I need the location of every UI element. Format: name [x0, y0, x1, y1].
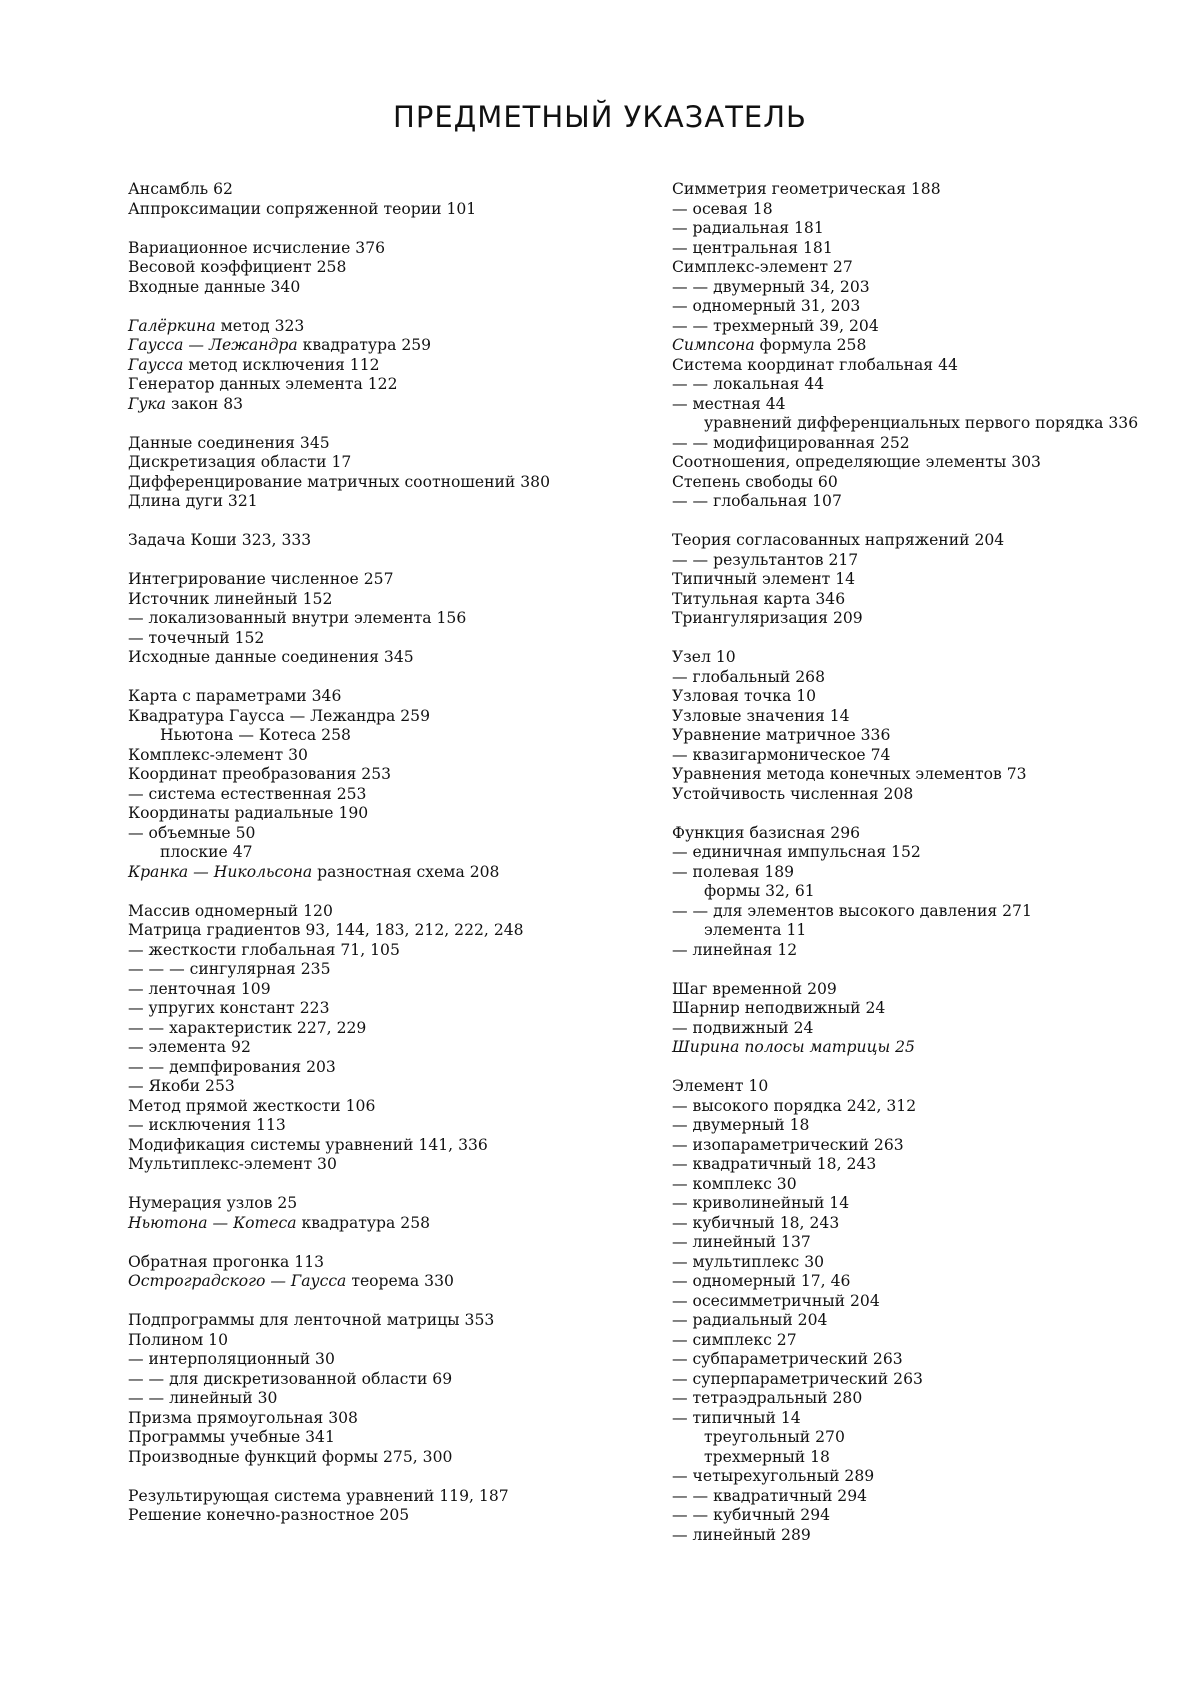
index-entry — [672, 824, 1142, 844]
index-entry-text: — — результантов 217 — [672, 550, 859, 569]
index-entry-text: — кубичный 18, 243 — [672, 1213, 840, 1232]
index-entry-text: Триангуляризация 209 — [672, 609, 863, 627]
index-entry-text: Производные функций формы 275, 300 — [128, 1447, 453, 1466]
index-entry-text: Узловая точка 10 — [672, 687, 817, 705]
index-entry — [128, 1136, 598, 1156]
index-entry-text: — жесткости глобальная 71, 105 — [128, 940, 400, 959]
index-entry — [128, 239, 598, 259]
index-entry-text: Симметрия геометрическая 188 — [672, 180, 941, 198]
index-entry-text: квадратура 259 — [297, 336, 432, 354]
index-entry-text: — исключения 113 — [128, 1116, 286, 1134]
index-entry-text: — Якоби 253 — [128, 1077, 235, 1095]
index-entry-text: — радиальная 181 — [672, 219, 824, 237]
index-entry-text: Интегрирование численное 257 — [128, 570, 394, 588]
index-entry-text: — квазигармоническое 74 — [672, 745, 891, 764]
index-entry-text: Вариационное исчисление 376 — [128, 238, 386, 257]
index-entry — [128, 473, 598, 493]
index-entry — [672, 375, 1142, 395]
index-entry-text: Карта с параметрами 346 — [128, 687, 342, 705]
index-entry — [672, 726, 1142, 746]
index-entry — [128, 1506, 598, 1526]
index-entry-text: Дифференцирование матричных соотношений 380 — [128, 472, 550, 491]
index-entry-text: — криволинейный 14 — [672, 1194, 850, 1212]
index-entry-text: — — линейный 30 — [128, 1389, 278, 1407]
entry-gap — [128, 297, 598, 317]
index-entry-italic-name: Гаусса — [128, 355, 184, 374]
index-entry-text: — изопараметрический 263 — [672, 1135, 904, 1154]
index-entry-text: — одномерный 17, 46 — [672, 1272, 851, 1290]
index-entry — [672, 785, 1142, 805]
index-entry-text: Решение конечно-разностное 205 — [128, 1506, 410, 1524]
index-entry — [672, 1350, 1142, 1370]
index-entry-text: — — кубичный 294 — [672, 1506, 831, 1524]
index-entry-text: метод исключения 112 — [183, 355, 380, 374]
index-entry — [672, 921, 1142, 941]
index-entry — [128, 1448, 598, 1468]
index-entry — [672, 1019, 1142, 1039]
index-entry — [672, 1253, 1142, 1273]
index-entry — [672, 1097, 1142, 1117]
index-entry-text: формула 258 — [754, 336, 867, 354]
index-entry-text: — объемные 50 — [128, 823, 256, 842]
index-entry-text: Полином 10 — [128, 1330, 228, 1349]
index-entry-text: — — трехмерный 39, 204 — [672, 316, 879, 335]
index-entry-text: Подпрограммы для ленточной матрицы 353 — [128, 1311, 495, 1329]
index-entry-text: разностная схема 208 — [312, 862, 500, 881]
index-entry-text: Входные данные 340 — [128, 277, 301, 296]
index-entry-text: Узловые значения 14 — [672, 706, 850, 725]
index-entry — [128, 1058, 598, 1078]
index-entry — [128, 1097, 598, 1117]
index-entry — [128, 317, 598, 337]
index-entry-text: — — для дискретизованной области 69 — [128, 1369, 453, 1388]
index-entry-text: Модификация системы уравнений 141, 336 — [128, 1135, 488, 1154]
index-entry-text: — — модифицированная 252 — [672, 433, 910, 452]
index-entry — [672, 434, 1142, 454]
index-entry — [128, 1155, 598, 1175]
index-entry-text: Квадратура Гаусса — Лежандра 259 — [128, 706, 431, 725]
index-entry-text: Устойчивость численная 208 — [672, 784, 914, 803]
index-entry — [128, 843, 598, 863]
index-entry-text: — глобальный 268 — [672, 667, 826, 686]
index-entry — [672, 590, 1142, 610]
index-entry — [672, 258, 1142, 278]
index-entry-text: — элемента 92 — [128, 1038, 251, 1056]
index-entry — [128, 824, 598, 844]
index-entry-text: — одномерный 31, 203 — [672, 297, 861, 315]
index-entry-italic-name: Ньютона — Котеса — [128, 1213, 297, 1232]
index-entry — [128, 336, 598, 356]
index-entry-text: Источник линейный 152 — [128, 589, 333, 608]
index-entry — [672, 453, 1142, 473]
index-entry-text: Симплекс-элемент 27 — [672, 258, 853, 276]
index-entry — [128, 180, 598, 200]
index-entry-text: Длина дуги 321 — [128, 492, 258, 510]
index-entry — [128, 453, 598, 473]
index-entry — [672, 1487, 1142, 1507]
index-entry-text: — квадратичный 18, 243 — [672, 1155, 877, 1173]
index-entry — [672, 1292, 1142, 1312]
index-entry-text: — — двумерный 34, 203 — [672, 277, 870, 296]
index-entry-text: элемента 11 — [704, 921, 807, 939]
index-entry — [128, 1350, 598, 1370]
index-entry — [128, 1409, 598, 1429]
entry-gap — [672, 804, 1142, 824]
index-entry — [672, 707, 1142, 727]
index-entry — [128, 200, 598, 220]
index-entry-text: Исходные данные соединения 345 — [128, 648, 414, 666]
index-entry — [672, 1389, 1142, 1409]
index-entry-text: Призма прямоугольная 308 — [128, 1408, 358, 1427]
index-entry — [128, 590, 598, 610]
index-entry — [128, 980, 598, 1000]
entry-gap — [128, 1233, 598, 1253]
index-entry — [672, 278, 1142, 298]
index-entry-italic-name: Остроградского — Гаусса — [128, 1272, 347, 1290]
index-entry — [672, 1136, 1142, 1156]
index-entry-text: треугольный 270 — [704, 1428, 845, 1446]
index-column-right — [672, 180, 1142, 1545]
index-entry — [128, 765, 598, 785]
index-entry-text: Массив одномерный 120 — [128, 901, 333, 920]
index-entry — [672, 1506, 1142, 1526]
index-entry — [672, 941, 1142, 961]
index-entry — [128, 1038, 598, 1058]
index-entry — [672, 902, 1142, 922]
index-entry — [672, 317, 1142, 337]
index-entry-italic-name: Гука — [128, 394, 166, 413]
index-entry — [128, 863, 598, 883]
index-entry — [672, 765, 1142, 785]
index-entry-text: — — характеристик 227, 229 — [128, 1018, 367, 1037]
index-entry — [672, 843, 1142, 863]
index-entry — [128, 531, 598, 551]
index-entry-text: Шарнир неподвижный 24 — [672, 999, 886, 1017]
index-entry — [128, 648, 598, 668]
index-entry — [672, 1233, 1142, 1253]
index-entry — [672, 473, 1142, 493]
index-entry-text: Программы учебные 341 — [128, 1428, 335, 1446]
index-entry — [672, 648, 1142, 668]
index-entry-text: Функция базисная 296 — [672, 823, 861, 842]
index-entry-text: — подвижный 24 — [672, 1018, 814, 1037]
index-entry-text: Нумерация узлов 25 — [128, 1194, 298, 1212]
index-entry-text: Мультиплекс-элемент 30 — [128, 1155, 337, 1173]
index-entry-text: метод 323 — [215, 316, 305, 335]
index-entry — [672, 1370, 1142, 1390]
entry-gap — [128, 512, 598, 532]
index-entry — [128, 375, 598, 395]
index-entry-text: — — квадратичный 294 — [672, 1486, 868, 1505]
index-entry — [672, 239, 1142, 259]
index-entry — [128, 1389, 598, 1409]
index-entry-italic-name: Симпсона — [672, 336, 755, 354]
index-entry — [672, 609, 1142, 629]
entry-gap — [128, 414, 598, 434]
index-entry-text: — симплекс 27 — [672, 1330, 797, 1349]
index-entry-text: Степень свободы 60 — [672, 472, 838, 491]
index-entry — [672, 1409, 1142, 1429]
index-entry-text: Координаты радиальные 190 — [128, 804, 369, 822]
index-entry — [672, 492, 1142, 512]
index-entry-text: — — для элементов высокого давления 271 — [672, 901, 1032, 920]
index-entry — [672, 395, 1142, 415]
index-entry — [128, 1116, 598, 1136]
index-entry-text: Задача Коши 323, 333 — [128, 531, 312, 549]
index-entry-italic-name: Ширина полосы матрицы 25 — [672, 1038, 915, 1056]
index-entry — [128, 395, 598, 415]
index-entry-text: Аппроксимации сопряженной теории 101 — [128, 199, 477, 218]
entry-gap — [128, 1467, 598, 1487]
index-entry-text: Дискретизация области 17 — [128, 453, 352, 471]
index-entry — [672, 180, 1142, 200]
index-entry-italic-name: Гаусса — Лежандра — [128, 336, 298, 354]
index-entry — [128, 1428, 598, 1448]
index-entry — [672, 551, 1142, 571]
index-entry-text: — — локальная 44 — [672, 375, 825, 393]
index-entry — [672, 1194, 1142, 1214]
index-entry-text: трехмерный 18 — [704, 1447, 830, 1466]
index-entry — [672, 999, 1142, 1019]
index-entry-text: уравнений дифференциальных первого порядка 336 — [704, 414, 1139, 432]
index-entry-text: Матрица градиентов 93, 144, 183, 212, 222, 248 — [128, 921, 524, 939]
entry-gap — [128, 1292, 598, 1312]
index-entry — [672, 570, 1142, 590]
entry-gap — [128, 1175, 598, 1195]
entry-gap — [128, 551, 598, 571]
index-entry-italic-name: Кранка — Никольсона — [128, 862, 313, 881]
index-entry-text: Данные соединения 345 — [128, 433, 330, 452]
index-entry-text: Уравнение матричное 336 — [672, 726, 891, 744]
index-entry-text: — центральная 181 — [672, 238, 833, 257]
index-entry-text: — полевая 189 — [672, 862, 795, 881]
index-entry — [128, 921, 598, 941]
index-entry-text: — мультиплекс 30 — [672, 1252, 825, 1271]
index-entry-text: Ансамбль 62 — [128, 180, 233, 198]
index-entry-text: — двумерный 18 — [672, 1116, 810, 1134]
index-entry-text: — четырехугольный 289 — [672, 1467, 875, 1485]
index-entry-text: Теория согласованных напряжений 204 — [672, 531, 1005, 549]
index-entry — [128, 726, 598, 746]
index-entry-text: Результирующая система уравнений 119, 187 — [128, 1486, 509, 1505]
index-entry — [128, 1272, 598, 1292]
index-entry — [128, 687, 598, 707]
index-entry-text: Генератор данных элемента 122 — [128, 375, 398, 393]
index-entry — [128, 492, 598, 512]
index-entry-text: Узел 10 — [672, 648, 736, 666]
index-entry-text: — — демпфирования 203 — [128, 1057, 336, 1076]
index-entry — [672, 980, 1142, 1000]
index-entry — [672, 336, 1142, 356]
index-entry-text: — типичный 14 — [672, 1408, 801, 1427]
index-entry-text: формы 32, 61 — [704, 882, 815, 900]
index-entry-text: — точечный 152 — [128, 628, 265, 647]
index-entry — [128, 785, 598, 805]
index-entry-text: Соотношения, определяющие элементы 303 — [672, 453, 1041, 471]
index-entry-text: закон 83 — [165, 394, 244, 413]
index-entry-text: Метод прямой жесткости 106 — [128, 1096, 376, 1115]
index-entry — [128, 609, 598, 629]
index-entry-italic-name: Галёркина — [128, 316, 216, 335]
index-entry-text: Шаг временной 209 — [672, 979, 837, 998]
index-entry-text: — местная 44 — [672, 394, 786, 413]
index-entry-text: квадратура 258 — [296, 1213, 431, 1232]
index-entry-text: — упругих констант 223 — [128, 999, 330, 1017]
index-entry-text: Координат преобразования 253 — [128, 765, 392, 783]
index-entry-text: — линейный 137 — [672, 1233, 811, 1251]
index-entry — [128, 1487, 598, 1507]
index-entry-text: Система координат глобальная 44 — [672, 355, 958, 374]
page-title: ПРЕДМЕТНЫЙ УКАЗАТЕЛЬ — [393, 100, 807, 134]
index-entry-text: теорема 330 — [346, 1272, 454, 1290]
index-entry — [128, 902, 598, 922]
index-entry — [128, 960, 598, 980]
index-entry-text: Элемент 10 — [672, 1077, 769, 1095]
index-entry-text: — система естественная 253 — [128, 784, 367, 803]
index-entry — [128, 278, 598, 298]
index-entry — [672, 200, 1142, 220]
index-entry — [672, 1272, 1142, 1292]
index-entry — [672, 1038, 1142, 1058]
index-entry — [128, 1214, 598, 1234]
index-entry — [128, 1311, 598, 1331]
index-entry-text: Ньютона — Котеса 258 — [160, 726, 351, 744]
index-entry-text: — — глобальная 107 — [672, 492, 842, 510]
index-entry — [672, 746, 1142, 766]
index-entry — [672, 863, 1142, 883]
index-entry-text: — единичная импульсная 152 — [672, 843, 921, 861]
index-entry — [672, 687, 1142, 707]
index-entry — [672, 1448, 1142, 1468]
index-entry — [128, 999, 598, 1019]
index-entry — [128, 1194, 598, 1214]
index-entry — [128, 356, 598, 376]
index-entry — [672, 882, 1142, 902]
index-entry-text: — осесимметричный 204 — [672, 1291, 880, 1310]
entry-gap — [672, 629, 1142, 649]
index-entry — [128, 707, 598, 727]
index-entry-text: Титульная карта 346 — [672, 589, 846, 608]
index-entry-text: — осевая 18 — [672, 199, 773, 218]
index-entry — [672, 356, 1142, 376]
index-entry-text: — линейный 289 — [672, 1525, 811, 1544]
index-entry-text: Комплекс-элемент 30 — [128, 745, 308, 764]
index-entry — [128, 570, 598, 590]
index-entry — [128, 629, 598, 649]
index-entry — [128, 258, 598, 278]
index-entry-text: — высокого порядка 242, 312 — [672, 1096, 917, 1115]
index-entry — [672, 1077, 1142, 1097]
index-entry-text: Уравнения метода конечных элементов 73 — [672, 765, 1027, 783]
entry-gap — [672, 1058, 1142, 1078]
entry-gap — [128, 668, 598, 688]
entry-gap — [128, 219, 598, 239]
index-entry — [672, 297, 1142, 317]
index-entry-text: — субпараметрический 263 — [672, 1350, 903, 1368]
index-entry — [672, 1116, 1142, 1136]
index-entry — [672, 1467, 1142, 1487]
index-entry — [672, 219, 1142, 239]
index-entry-text: — — — сингулярная 235 — [128, 960, 331, 978]
entry-gap — [672, 512, 1142, 532]
index-entry-text: — радиальный 204 — [672, 1311, 828, 1329]
entry-gap — [672, 960, 1142, 980]
index-entry — [128, 1019, 598, 1039]
index-entry-text: плоские 47 — [160, 843, 253, 861]
index-entry — [672, 1331, 1142, 1351]
index-entry — [672, 1526, 1142, 1546]
index-entry-text: — ленточная 109 — [128, 979, 271, 998]
index-entry — [128, 804, 598, 824]
index-entry-text: Обратная прогонка 113 — [128, 1252, 325, 1271]
index-entry — [672, 1311, 1142, 1331]
index-entry-text: — линейная 12 — [672, 940, 798, 959]
index-entry-text: — тетраэдральный 280 — [672, 1389, 863, 1407]
index-entry — [672, 1214, 1142, 1234]
index-entry — [128, 1370, 598, 1390]
index-entry — [128, 746, 598, 766]
index-entry — [672, 531, 1142, 551]
index-entry — [672, 414, 1142, 434]
index-entry — [672, 1428, 1142, 1448]
entry-gap — [128, 882, 598, 902]
index-entry — [672, 1155, 1142, 1175]
index-entry-text: Типичный элемент 14 — [672, 570, 856, 588]
index-entry — [128, 1331, 598, 1351]
index-entry — [672, 1175, 1142, 1195]
index-entry — [128, 1077, 598, 1097]
index-entry-text: — локализованный внутри элемента 156 — [128, 609, 467, 627]
index-entry — [128, 1253, 598, 1273]
index-entry — [672, 668, 1142, 688]
index-entry-text: Весовой коэффициент 258 — [128, 258, 347, 276]
index-entry — [128, 941, 598, 961]
index-entry-text: — суперпараметрический 263 — [672, 1369, 923, 1388]
index-entry-text: — комплекс 30 — [672, 1174, 797, 1193]
index-entry — [128, 434, 598, 454]
index-entry-text: — интерполяционный 30 — [128, 1350, 335, 1368]
index-column-left — [128, 180, 598, 1526]
